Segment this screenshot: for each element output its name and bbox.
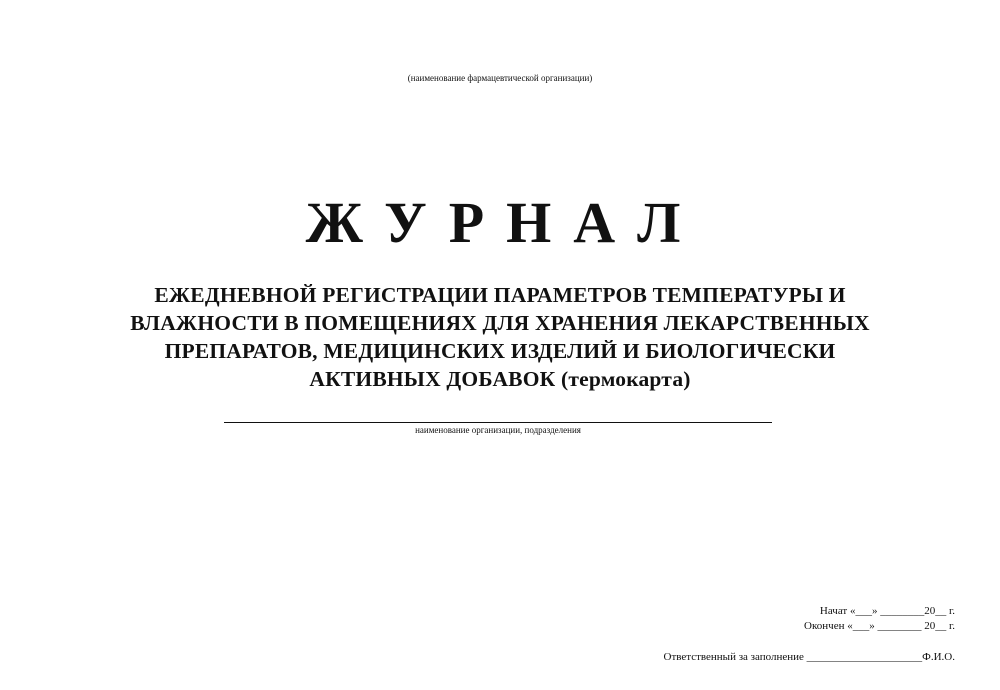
subtitle-line-1: ЕЖЕДНЕВНОЙ РЕГИСТРАЦИИ ПАРАМЕТРОВ ТЕМПЕРАТУРЫ И [154,283,846,307]
subtitle-line-3: ПРЕПАРАТОВ, МЕДИЦИНСКИХ ИЗДЕЛИЙ И БИОЛОГИЧЕСКИ [164,339,836,363]
journal-dates [804,604,955,634]
organization-fill-line [224,422,772,423]
journal-title: ЖУРНАЛ [305,190,703,255]
finished-date: Окончен «___» ________ 20__ г. [804,620,955,632]
subtitle-line-4: АКТИВНЫХ ДОБАВОК (термокарта) [309,367,691,391]
journal-subtitle [40,281,960,393]
responsible-person: Ответственный за заполнение _____________________Ф.И.О. [663,651,955,663]
pharmacy-organization-caption: (наименование фармацевтической организации) [407,73,593,83]
subtitle-line-2: ВЛАЖНОСТИ В ПОМЕЩЕНИЯХ ДЛЯ ХРАНЕНИЯ ЛЕКАРСТВЕННЫХ [130,311,870,335]
started-date: Начат «___» ________20__ г. [819,605,955,617]
organization-line-caption: наименование организации, подразделения [415,425,581,435]
